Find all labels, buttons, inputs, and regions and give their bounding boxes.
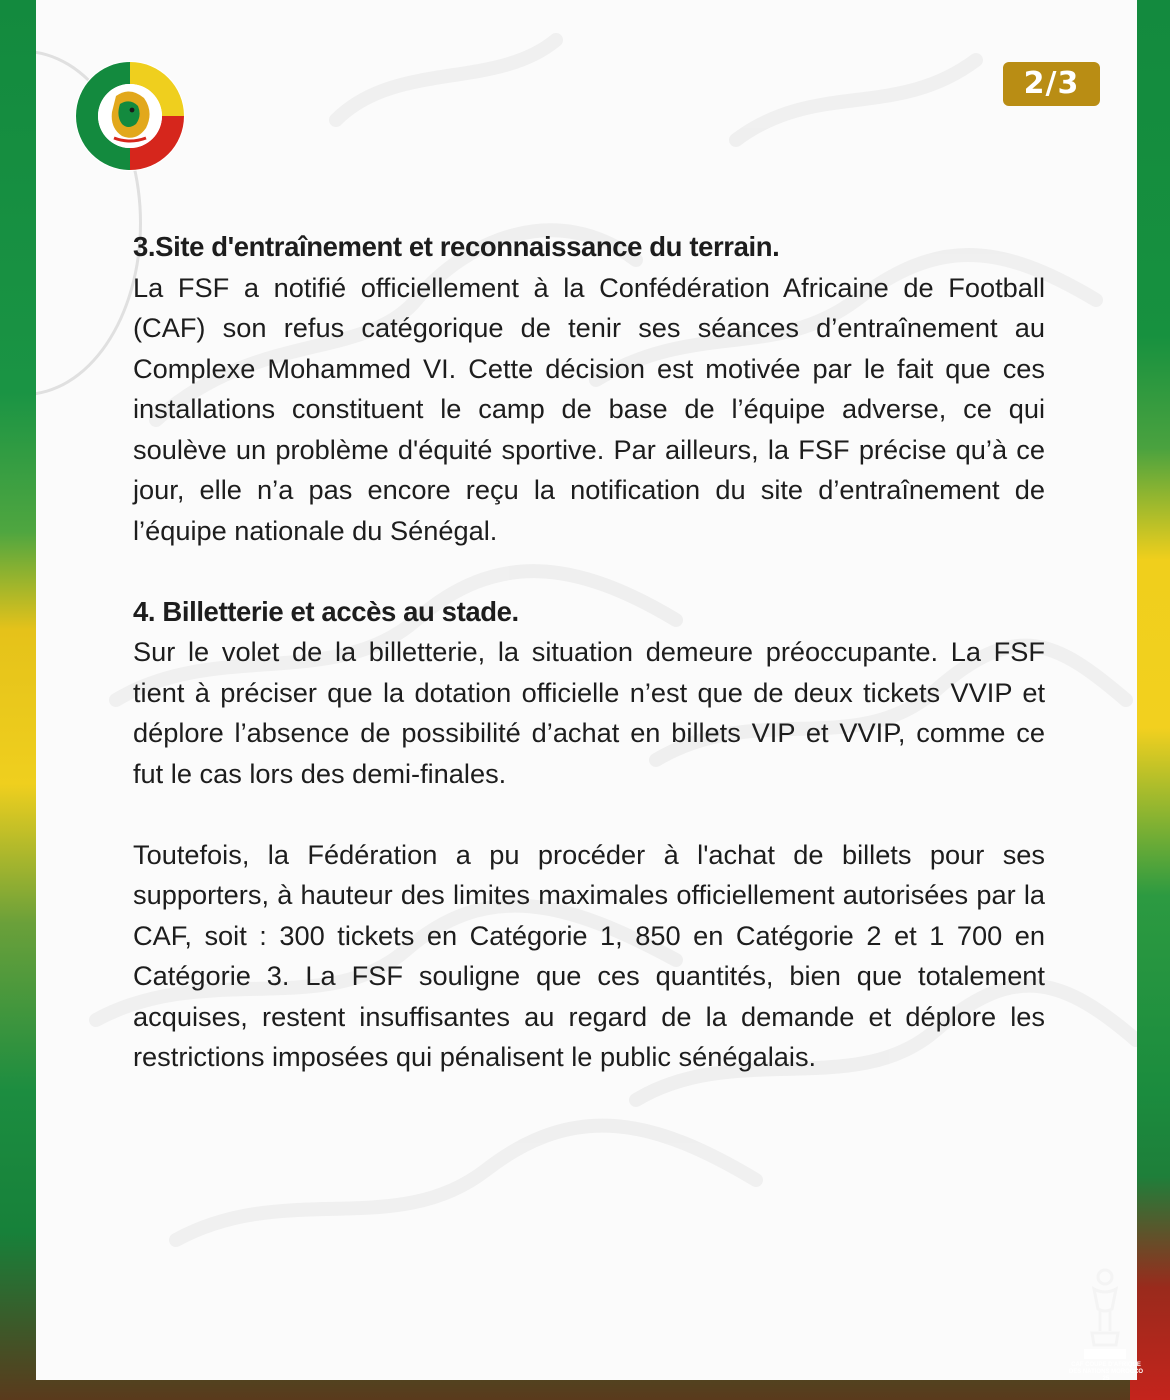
afcon-logo-text: CAF COUPE D'AFRIQUE DES NATIONS MOROCCO 25	[1068, 1362, 1144, 1382]
section-heading-training-site: 3.Site d'entraînement et reconnaissance du terrain.	[133, 231, 780, 262]
section-heading-ticketing: 4. Billetterie et accès au stade.	[133, 595, 519, 627]
paragraph-ticketing-2: Toutefois, la Fédération a pu procéder à l'achat de billets pour ses supporters, à hauteur des limites maximales officiellement autorisées par la CAF, soit : 300 tickets en Catégorie 1, 850 en Catégorie 2 et 1 700 en Catégorie 3. La FSF souligne que ces quantités, bien que totalement acquises, restent insuffisantes au regard de la demande et déplore les restrictions imposées qui pénalisent le public sénégalais.	[133, 838, 1045, 1072]
spacer	[133, 794, 1045, 835]
page-indicator-badge: 2/3	[1003, 62, 1100, 106]
paragraph-training-site: La FSF a notifié officiellement à la Confédération Africaine de Football (CAF) son refus catégorique de tenir ses séances d’entraînement au Complexe Mohammed VI. Cette décision est motivée par le fait que ces installations constituent le camp de base de l’équipe adverse, ce qui soulève un problème d'équité sportive. Par ailleurs, la FSF précise qu’à ce jour, elle n’a pas encore reçu la notification du site d’entraînement de l’équipe nationale du Sénégal.	[133, 271, 1045, 546]
fsf-logo	[74, 60, 186, 172]
paragraph-ticketing-1: Sur le volet de la billetterie, la situation demeure préoccupante. La FSF tient à préciser que la dotation officielle n’est que de deux tickets VVIP et déplore l’absence de possibilité d’achat en billets VIP et VVIP, comme ce fut le cas lors des demi-finales.	[133, 636, 1045, 789]
statement-body	[133, 227, 1045, 1078]
spacer	[133, 551, 1045, 592]
